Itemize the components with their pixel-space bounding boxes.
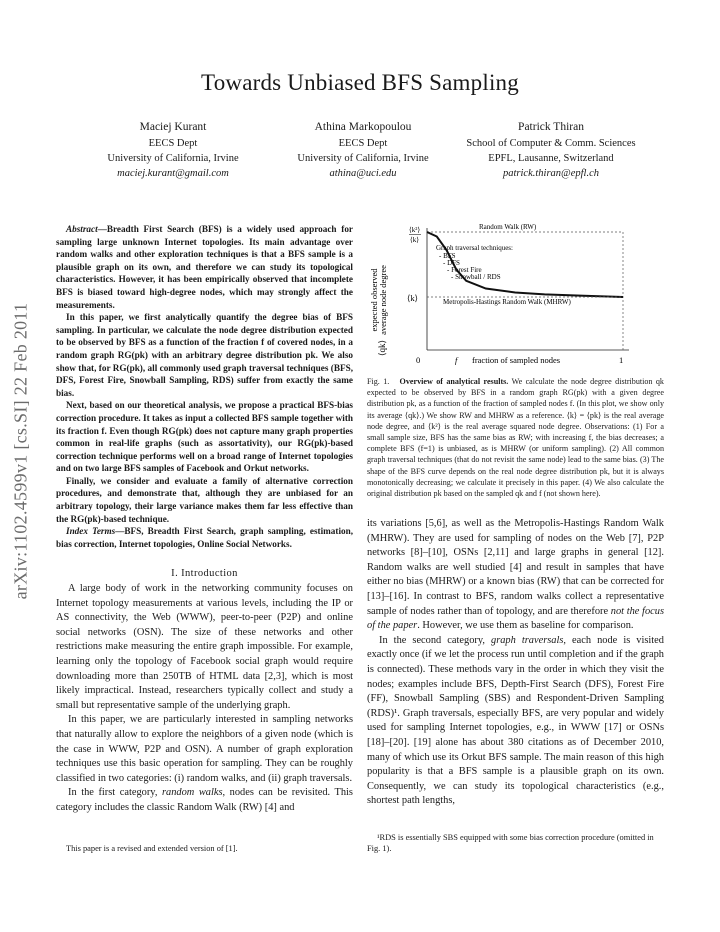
author-name: Athina Markopoulou: [314, 121, 412, 133]
right-paragraph-2-cont: , each node is visited exactly once (if we let the process run until completion and if the graph is connected). These methods vary in the order in which they visit the nodes; examples include BFS, Depth-First Search (DFS), Forest Fire (FF), Snowball Sampling (SBS) and Respondent-Driven Sampling (RDS)¹. Graph traversals, especially BFS, are very popular and widely used for sampling Internet topologies, e.g., in WWW [17] or OSNs [18]–[20]. [19] alone has about 380 citations as of December 2010, many of which use its Orkut BFS sample. The main reason of this high popularity is that a BFS sample is a plausible graph on its own. Consequently, we can study its topological characteristics (e.g., shortest path lengths,: [367, 634, 664, 807]
intro-paragraph-1: A large body of work in the networking community focuses on Internet topology measurements at various levels, including the IP or AS connectivity, the Web (WWW), peer-to-peer (P2P) and online social networks (OSN). The size of these networks and other restrictions make measuring the entire graph impossible. For example, learning only the topology of Facebook social graph would require downloading more than 250TB of HTML data [2,3], which is most likely impractical. Instead, researchers typically collect and study a small but representative sample of the underlying graph.: [56, 583, 353, 711]
y-axis-symbol: ⟨qk⟩: [377, 339, 387, 357]
section-heading: I. Introduction: [171, 568, 238, 579]
traversal-item-snowball: - Snowball / RDS: [451, 273, 501, 281]
index-terms: —BFS, Breadth First Search, graph sampling, estimation, bias correction, Internet topologies, Online Social Networks.: [56, 526, 353, 549]
footnote-left: This paper is a revised and extended version of [1].: [66, 844, 238, 853]
author-institution: EPFL, Lausanne, Switzerland: [488, 153, 614, 164]
traversal-item-dfs: - DFS: [443, 259, 460, 267]
x-tick-0: 0: [416, 355, 421, 365]
author-name: Maciej Kurant: [139, 121, 207, 133]
mhrw-label: Metropolis-Hastings Random Walk (MHRW): [443, 298, 571, 306]
abstract-paragraph-3: Next, based on our theoretical analysis, we propose a practical BFS-bias correction procedure. It takes as input a collected BFS sample together with its fraction f. Even though RG(pk) does not capture many graph properties common in real-life graphs (such as assortativity), our RG(pk)-based correction technique performs well on a broad range of Internet topologies and on two large BFS samples of Facebook and Orkut networks.: [56, 400, 353, 474]
y-tick-k2: ⟨k²⟩: [409, 226, 421, 234]
figure-1-chart: [367, 222, 664, 370]
author-dept: School of Computer & Comm. Sciences: [466, 138, 636, 149]
x-label-f: f: [455, 355, 458, 365]
figure-caption: [367, 376, 664, 499]
x-tick-1: 1: [619, 355, 624, 365]
paper-title: Towards Unbiased BFS Sampling: [201, 70, 519, 95]
abstract-label: Abstract: [66, 224, 98, 234]
y-axis-title-line-1: expected observed: [369, 268, 379, 332]
x-axis-title: fraction of sampled nodes: [472, 355, 561, 365]
author-institution: University of California, Irvine: [107, 153, 239, 164]
right-column-text: [367, 517, 664, 809]
y-axis-title-line-2: average node degree: [378, 265, 388, 335]
right-paragraph-1: its variations [5,6], as well as the Metropolis-Hastings Random Walk (MHRW). They are used for sampling of nodes on the Web [7], P2P networks [8]–[10], OSNs [2,11] and large graphs in general [12]. Random walks are well studied [4] and result in samples that have either no bias (MHRW) or a known bias (RW) that can be corrected for [13]–[16]. In contrast to BFS, random walks collect a representative sample of nodes rather than of topology, and are therefore: [367, 518, 664, 617]
arxiv-stamp: [6, 236, 36, 666]
y-tick-k-denominator: ⟨k⟩: [410, 236, 419, 244]
abstract: [56, 223, 353, 550]
emphasis-graph-traversals: graph traversals: [491, 634, 564, 646]
arxiv-stamp-text: arXiv:1102.4599v1 [cs.SI] 22 Feb 2011: [10, 302, 31, 600]
abstract-paragraph-1: —Breadth First Search (BFS) is a widely used approach for sampling large unknown Internet topologies. Its main advantage over random walks and other exploration techniques is that a BFS sample is a plausible graph on its own, and therefore we can study its topological characteristics. However, it has been empirically observed that incomplete BFS is biased toward high-degree nodes, which may strongly affect the measurements.: [56, 224, 353, 310]
intro-paragraph-2: In this paper, we are particularly interested in sampling networks that naturally allow to explore the neighbors of a given node (which is the case in WWW, P2P and OSN). A number of graph exploration techniques use this basic operation for sampling. They can be roughly classified in two categories: (i) random walks, and (ii) graph traversals.: [56, 714, 353, 784]
y-tick-k: ⟨k⟩: [407, 293, 418, 303]
right-paragraph-1-end: . However, we use them as baseline for comparison.: [417, 620, 634, 632]
author-email: athina@uci.edu: [329, 168, 397, 179]
author-email: patrick.thiran@epfl.ch: [503, 168, 599, 179]
index-terms-label: Index Terms: [66, 526, 116, 537]
caption-bold: Overview of analytical results.: [399, 377, 509, 386]
traversal-title: Graph traversal techniques:: [436, 244, 513, 252]
author-email: maciej.kurant@gmail.com: [117, 168, 229, 179]
rw-label: Random Walk (RW): [479, 223, 537, 231]
intro-paragraph-3-cont: , nodes can be revisited. This category includes the classic Random Walk (RW) [4] and: [56, 787, 353, 813]
footnote-right: ¹RDS is essentially SBS equipped with some bias correction procedure (omitted in Fig. 1).: [367, 833, 654, 853]
author-name: Patrick Thiran: [518, 121, 584, 133]
author-dept: EECS Dept: [148, 138, 198, 149]
author-dept: EECS Dept: [338, 138, 388, 149]
intro-paragraph-3: In the first category,: [68, 787, 162, 799]
caption-text: We calculate the node degree distribution qk expected to be observed by BFS in a random graph RG(pk) with a given degree distribution pk, as a function of the fraction of sampled nodes f. (In this plot, we show only its average ⟨qk⟩.) We show RW and MHRW as a reference. ⟨k⟩ = ⟨pk⟩ is the real average node degree, and ⟨k²⟩ is the real average squared node degree. Observations: (1) For a small sample size, BFS has the same bias as RW; with increasing f, the bias decreases; a complete BFS (f=1) is unbiased, as is MHRW (or uniform sampling). (2) All common graph traversal techniques (that do not revisit the same node) lead to the same bias. (3) The shape of the BFS curve depends on the real node degree distribution pk, but it is always monotonically decreasing; we calculate it precisely in this paper. (4) We also calculate the original distribution pk based on the sampled qk and f (not shown here).: [367, 377, 664, 499]
traversal-item-bfs: - BFS: [439, 252, 456, 260]
author-institution: University of California, Irvine: [297, 153, 429, 164]
emphasis-not-focus: not the focus of the paper: [367, 605, 664, 632]
right-paragraph-2: In the second category,: [379, 634, 491, 646]
author-block-3: [436, 120, 666, 181]
traversal-item-forest-fire: - Forest Fire: [447, 266, 482, 274]
caption-label: Fig. 1.: [367, 377, 390, 386]
emphasis-random-walks: random walks: [161, 787, 223, 799]
abstract-paragraph-4: Finally, we consider and evaluate a family of alternative correction procedures, and demonstrate that, although they are unbiased for an arbitrary topology, their large variance makes them far less effective than the RG(pk)-based technique.: [56, 475, 353, 524]
abstract-paragraph-2: In this paper, we first analytically quantify the degree bias of BFS sampling. In particular, we calculate the node degree distribution expected to be observed by BFS as a function of the fraction f of covered nodes, in a random graph RG(pk) with an arbitrary degree distribution pk. We also show that, for RG(pk), all commonly used graph traversal techniques (BFS, DFS, Forest Fire, Snowball Sampling, RDS) suffer from exactly the same bias.: [56, 312, 353, 398]
introduction-text: [56, 582, 353, 816]
